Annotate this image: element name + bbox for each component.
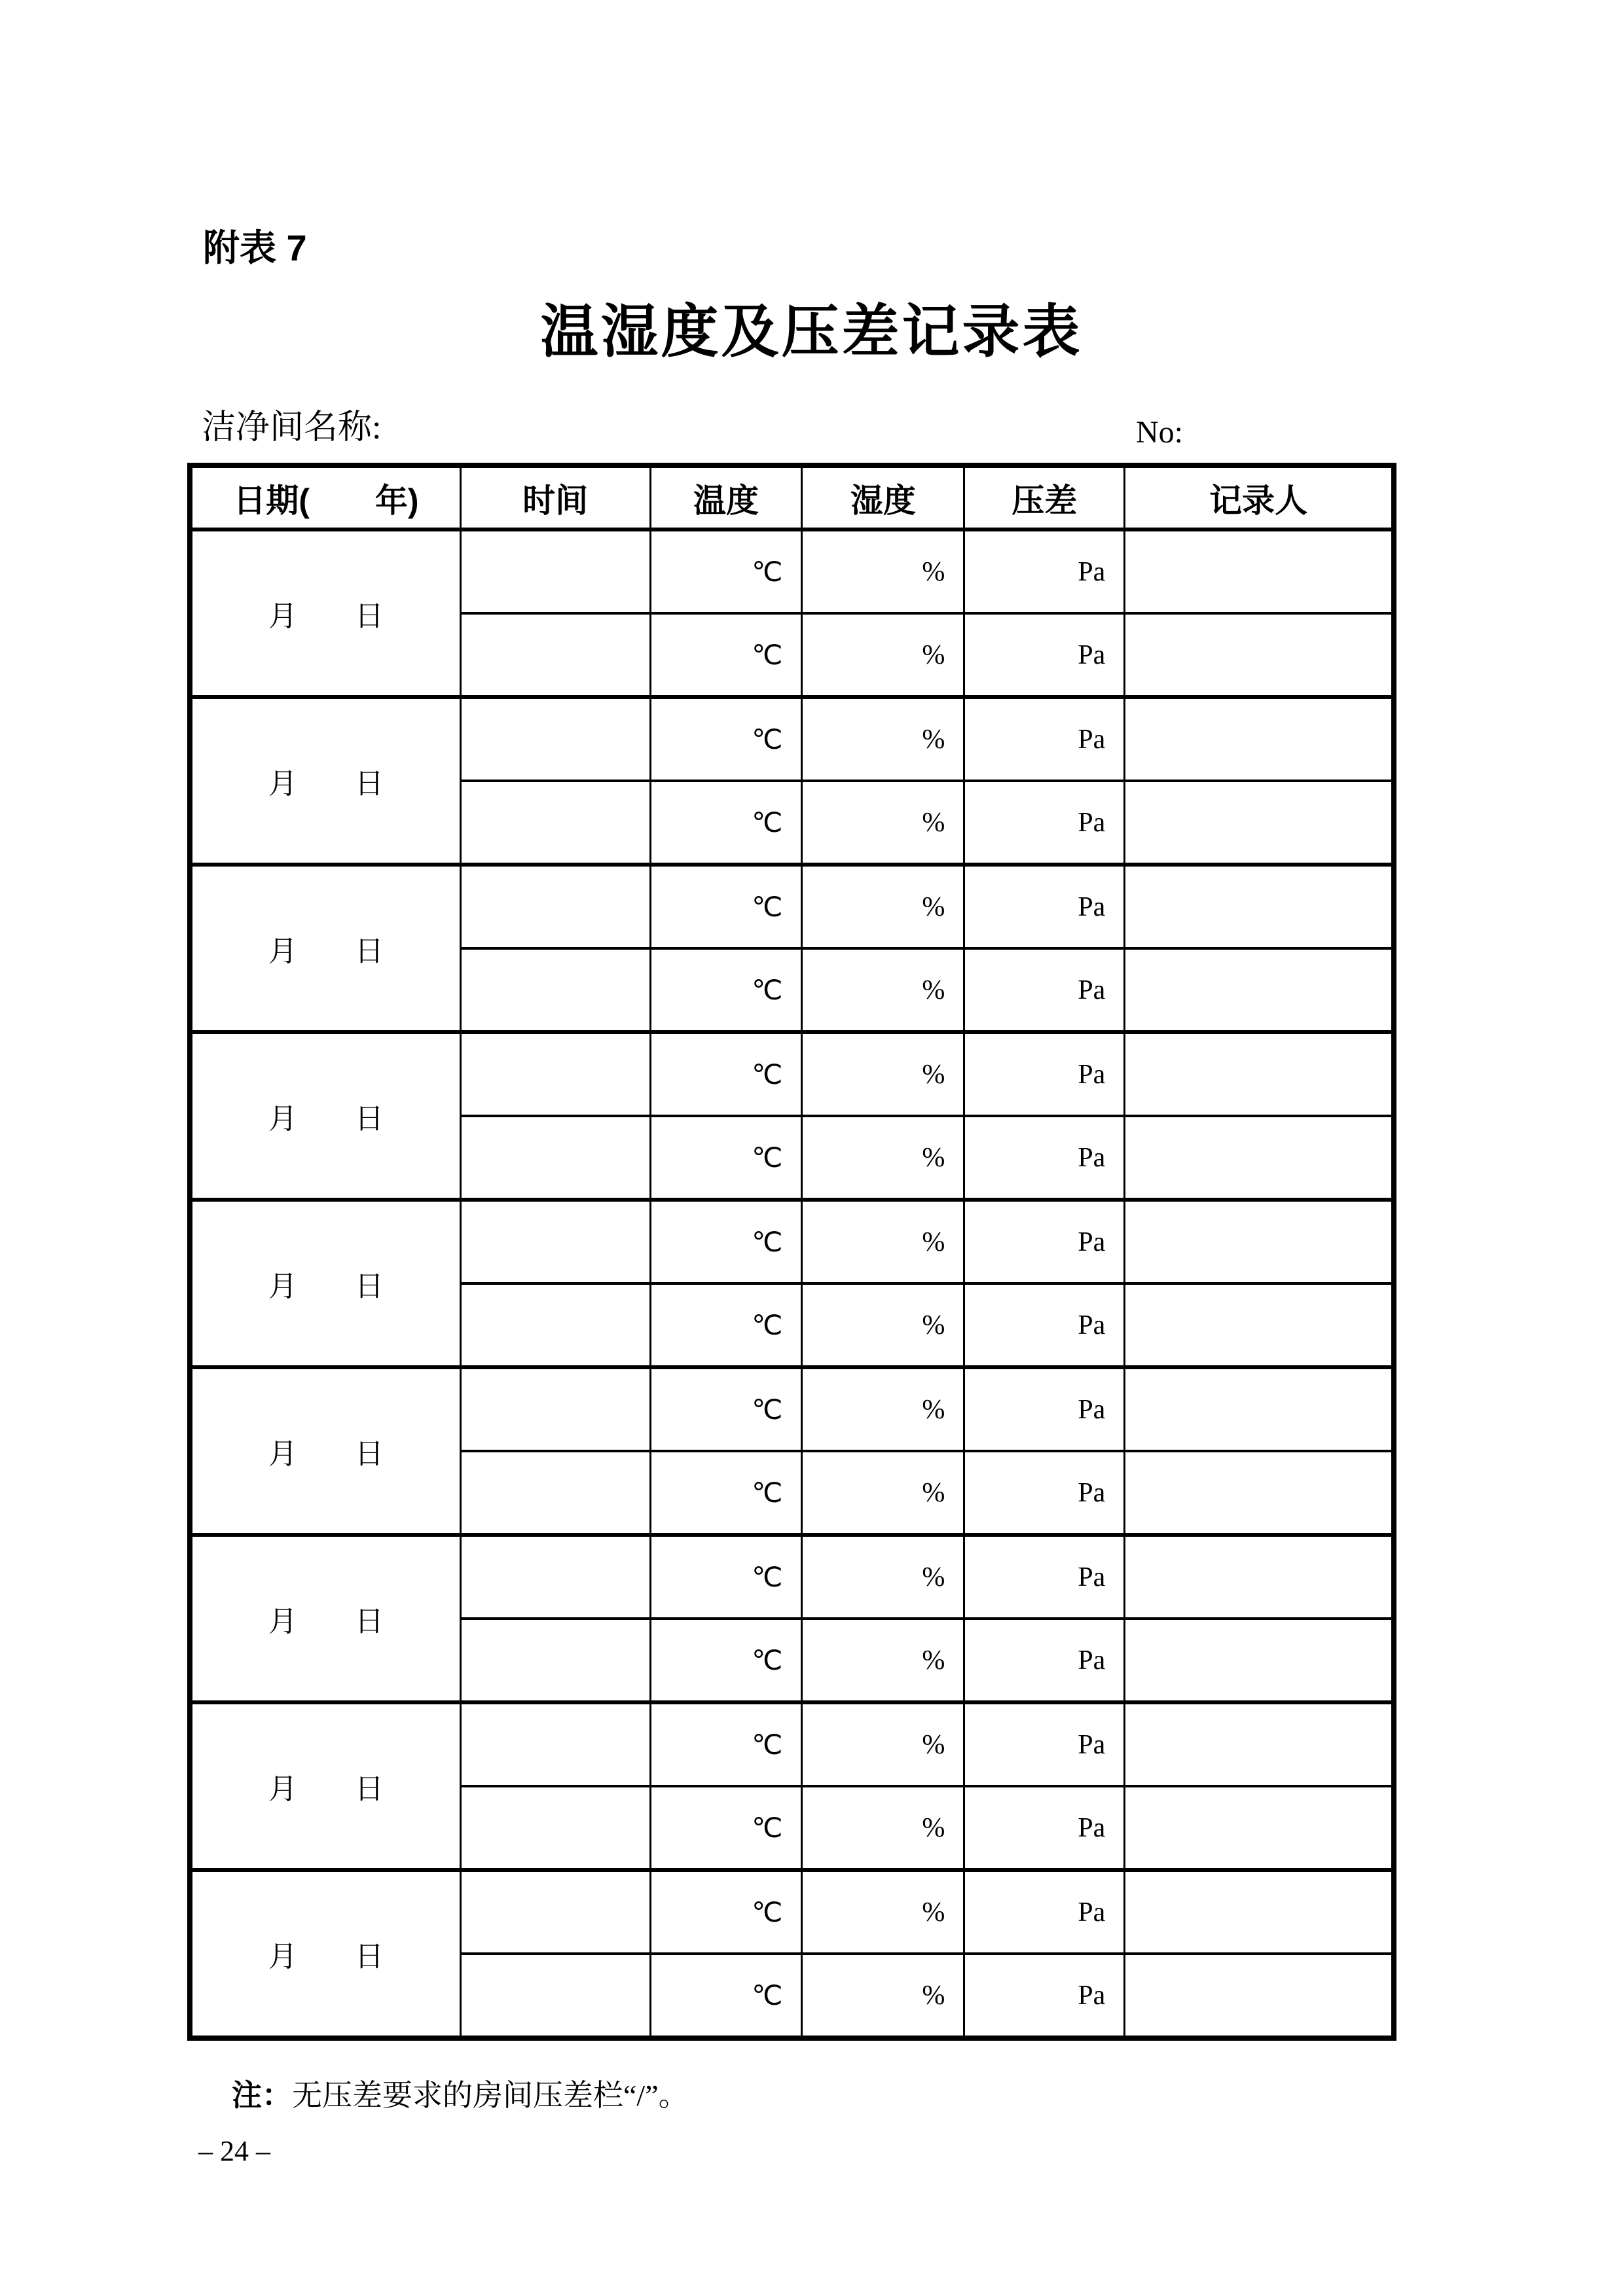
- humidity-cell: %: [802, 529, 964, 613]
- header-pressure: 压差: [964, 465, 1125, 529]
- date-cell: 月 日: [190, 1870, 460, 2038]
- recorder-cell: [1125, 865, 1394, 948]
- time-cell: [460, 781, 650, 865]
- footnote-text: 无压差要求的房间压差栏“/”。: [292, 2078, 689, 2112]
- time-cell: [460, 1367, 650, 1451]
- time-cell: [460, 1954, 650, 2038]
- temperature-cell: ℃: [650, 1451, 802, 1535]
- recorder-cell: [1125, 1283, 1394, 1367]
- date-cell: 月 日: [190, 1200, 460, 1367]
- humidity-cell: %: [802, 948, 964, 1032]
- pressure-cell: Pa: [964, 781, 1125, 865]
- time-cell: [460, 948, 650, 1032]
- recorder-cell: [1125, 1954, 1394, 2038]
- humidity-cell: %: [802, 1200, 964, 1283]
- time-cell: [460, 1619, 650, 1702]
- recorder-cell: [1125, 1870, 1394, 1954]
- pressure-cell: Pa: [964, 1032, 1125, 1116]
- temperature-cell: ℃: [650, 1954, 802, 2038]
- time-cell: [460, 1283, 650, 1367]
- record-row: [190, 865, 1394, 948]
- recorder-cell: [1125, 529, 1394, 613]
- temperature-cell: ℃: [650, 697, 802, 781]
- time-cell: [460, 1451, 650, 1535]
- humidity-cell: %: [802, 1451, 964, 1535]
- pressure-cell: Pa: [964, 1786, 1125, 1870]
- record-row: [190, 1032, 1394, 1116]
- header-humidity: 湿度: [802, 465, 964, 529]
- time-cell: [460, 613, 650, 697]
- time-cell: [460, 529, 650, 613]
- recorder-cell: [1125, 613, 1394, 697]
- recorder-cell: [1125, 1032, 1394, 1116]
- humidity-cell: %: [802, 1954, 964, 2038]
- record-row: [190, 1702, 1394, 1786]
- humidity-cell: %: [802, 613, 964, 697]
- page-number: – 24 –: [198, 2135, 270, 2167]
- date-cell: 月 日: [190, 1367, 460, 1535]
- recorder-cell: [1125, 1535, 1394, 1619]
- date-cell: 月 日: [190, 697, 460, 865]
- humidity-cell: %: [802, 1535, 964, 1619]
- recorder-cell: [1125, 781, 1394, 865]
- recorder-cell: [1125, 1786, 1394, 1870]
- time-cell: [460, 1116, 650, 1200]
- time-cell: [460, 1702, 650, 1786]
- header-temp: 温度: [650, 465, 802, 529]
- record-no-label: No:: [1136, 415, 1183, 450]
- temperature-cell: ℃: [650, 529, 802, 613]
- pressure-cell: Pa: [964, 1954, 1125, 2038]
- pressure-cell: Pa: [964, 1619, 1125, 1702]
- record-table: [187, 463, 1396, 2041]
- pressure-cell: Pa: [964, 529, 1125, 613]
- recorder-cell: [1125, 697, 1394, 781]
- temperature-cell: ℃: [650, 613, 802, 697]
- pressure-cell: Pa: [964, 1367, 1125, 1451]
- header-time: 时间: [460, 465, 650, 529]
- humidity-cell: %: [802, 1619, 964, 1702]
- humidity-cell: %: [802, 781, 964, 865]
- humidity-cell: %: [802, 1283, 964, 1367]
- recorder-cell: [1125, 1367, 1394, 1451]
- temperature-cell: ℃: [650, 865, 802, 948]
- temperature-cell: ℃: [650, 1870, 802, 1954]
- header-date: 日期( 年): [190, 465, 460, 529]
- cleanroom-name-label: 洁净间名称:: [202, 409, 382, 446]
- pressure-cell: Pa: [964, 1870, 1125, 1954]
- time-cell: [460, 1200, 650, 1283]
- time-cell: [460, 697, 650, 781]
- time-cell: [460, 1870, 650, 1954]
- record-row: [190, 529, 1394, 613]
- pressure-cell: Pa: [964, 948, 1125, 1032]
- pressure-cell: Pa: [964, 1283, 1125, 1367]
- footnote-prefix: 注：: [232, 2077, 292, 2112]
- temperature-cell: ℃: [650, 1200, 802, 1283]
- temperature-cell: ℃: [650, 1619, 802, 1702]
- humidity-cell: %: [802, 1116, 964, 1200]
- record-row: [190, 1870, 1394, 1954]
- date-cell: 月 日: [190, 1535, 460, 1702]
- pressure-cell: Pa: [964, 1200, 1125, 1283]
- record-row: [190, 697, 1394, 781]
- page-title: 温湿度及压差记录表: [540, 301, 1083, 365]
- recorder-cell: [1125, 1702, 1394, 1786]
- recorder-cell: [1125, 1200, 1394, 1283]
- date-cell: 月 日: [190, 865, 460, 1032]
- record-row: [190, 1535, 1394, 1619]
- header-recorder: 记录人: [1125, 465, 1394, 529]
- date-cell: 月 日: [190, 529, 460, 697]
- time-cell: [460, 865, 650, 948]
- recorder-cell: [1125, 1451, 1394, 1535]
- record-row: [190, 1367, 1394, 1451]
- date-cell: 月 日: [190, 1702, 460, 1870]
- pressure-cell: Pa: [964, 1535, 1125, 1619]
- pressure-cell: Pa: [964, 697, 1125, 781]
- footnote: [202, 2037, 689, 2154]
- humidity-cell: %: [802, 697, 964, 781]
- recorder-cell: [1125, 1116, 1394, 1200]
- temperature-cell: ℃: [650, 1032, 802, 1116]
- temperature-cell: ℃: [650, 1116, 802, 1200]
- appendix-label: 附表 7: [203, 227, 307, 268]
- humidity-cell: %: [802, 1367, 964, 1451]
- humidity-cell: %: [802, 1786, 964, 1870]
- humidity-cell: %: [802, 865, 964, 948]
- humidity-cell: %: [802, 1870, 964, 1954]
- pressure-cell: Pa: [964, 865, 1125, 948]
- pressure-cell: Pa: [964, 1702, 1125, 1786]
- temperature-cell: ℃: [650, 1535, 802, 1619]
- table-header-row: [190, 465, 1394, 529]
- pressure-cell: Pa: [964, 1451, 1125, 1535]
- humidity-cell: %: [802, 1702, 964, 1786]
- pressure-cell: Pa: [964, 1116, 1125, 1200]
- time-cell: [460, 1535, 650, 1619]
- recorder-cell: [1125, 1619, 1394, 1702]
- humidity-cell: %: [802, 1032, 964, 1116]
- temperature-cell: ℃: [650, 1283, 802, 1367]
- temperature-cell: ℃: [650, 781, 802, 865]
- date-cell: 月 日: [190, 1032, 460, 1200]
- record-row: [190, 1200, 1394, 1283]
- temperature-cell: ℃: [650, 1367, 802, 1451]
- temperature-cell: ℃: [650, 1786, 802, 1870]
- time-cell: [460, 1786, 650, 1870]
- temperature-cell: ℃: [650, 1702, 802, 1786]
- temperature-cell: ℃: [650, 948, 802, 1032]
- time-cell: [460, 1032, 650, 1116]
- recorder-cell: [1125, 948, 1394, 1032]
- pressure-cell: Pa: [964, 613, 1125, 697]
